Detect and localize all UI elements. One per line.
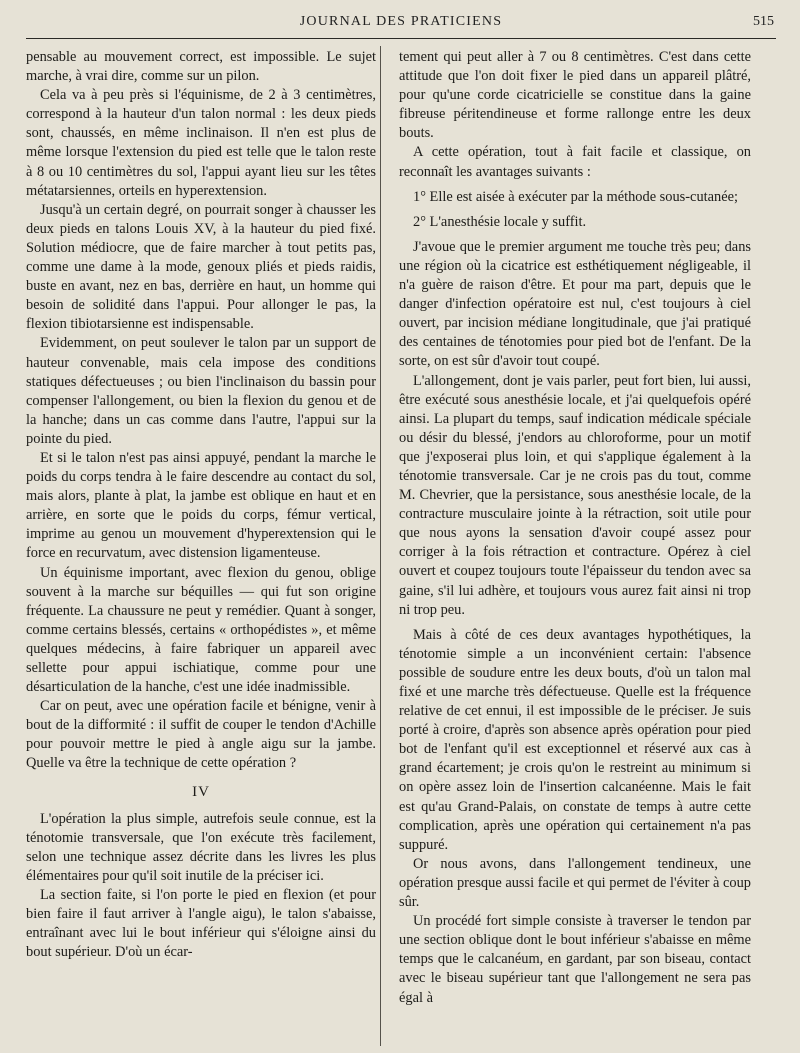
paragraph: Et si le talon n'est pas ainsi appuyé, pendant la marche le poids du corps tendra à le faire descendre au contact du sol, mais alors, plante à plat, la jambe est oblique en haut et en arrière, en sorte que le poids du corps, fémur vertical, imprime au genou un mouvement d'hyperextension qui le force en recurvatum, avec distension ligamenteuse. [26,449,376,562]
column-divider [380,46,381,1046]
list-item: 1° Elle est aisée à exécuter par la méthode sous-cutanée; [413,188,738,205]
section-heading: IV [192,783,210,800]
page-number: 515 [753,14,774,29]
list-item: 2° L'anesthésie locale y suffit. [413,213,587,230]
paragraph: L'opération la plus simple, autrefois seule connue, est la ténotomie transversale, que l'on exécute très facilement, selon une technique assez décrite dans les livres les plus élémentaires pour qu'il soit inutile de la préciser ici. [26,810,376,884]
running-header [26,12,776,39]
paragraph: pensable au mouvement correct, est impossible. Le sujet marche, à vrai dire, comme sur un pilon. [26,49,376,85]
paragraph: Jusqu'à un certain degré, on pourrait songer à chausser les deux pieds en talons Louis XV, à la hauteur du pied fixé. Solution médiocre, que de faire marcher à tout petits pas, comme une dame à la mode, genoux pliés et pieds raidis, buste en avant, nez en bas, derrière en haut, un homme qui besoin de solidité dans l'appui. Pour allonger le pas, la flexion tibiotarsienne est indispensable. [26,201,376,333]
paragraph: L'allongement, dont je vais parler, peut fort bien, lui aussi, être exécuté sous anesthésie locale, et j'ai quelquefois opéré ainsi. La plupart du temps, sauf indication médicale spéciale ou désir du blessé, j'endors au chloroforme, pour un motif que j'exposerai plus loin, et qui s'applique également à la ténotomie transversale. Car je ne crois pas du tout, comme M. Chevrier, que la persistance, sous anesthésie locale, de la contracture musculaire jointe à la rétraction, soit utile pour que nous ayons la sensation d'avoir coupé assez pour corriger à la fois rétraction et contracture. Opérez à ciel ouvert et coupez toujours toute l'épaisseur du tendon avec sa gaine, s'il lui adhère, et toujours vous aurez fait ainsi ni trop ni trop peu. [399,372,751,618]
paragraph: La section faite, si l'on porte le pied en flexion (et pour bien faire il faut arriver à l'angle aigu), le talon s'abaisse, entraînant avec lui le bout inférieur qui s'éloigne ainsi du bout supérieur. D'où un écar- [26,887,376,961]
paragraph: Un procédé fort simple consiste à traverser le tendon par une section oblique dont le bout inférieur s'abaisse en même temps que le calcanéum, en gardant, par son biseau, contact avec le biseau supérieur tant que l'allongement ne sera pas égal à [399,913,751,1006]
paragraph: Or nous avons, dans l'allongement tendineux, une opération presque aussi facile et qui permet de l'éviter à coup sûr. [399,855,751,911]
paragraph: Un équinisme important, avec flexion du genou, oblige souvent à la marche sur béquilles — qui fut son origine fréquente. La chaussure ne peut y remédier. Quant à songer, comme certains blessés, certains « orthopédistes », et même quelques médecins, à faire fabriquer un appareil avec sellette pour appui ischiatique, comme pour une désarticulation de la hanche, c'est une idée inadmissible. [26,564,376,696]
paragraph: Mais à côté de ces deux avantages hypothétiques, la ténotomie simple a un inconvénient certain: l'absence possible de soudure entre les deux bouts, d'où un talon mal fixé et une marche très défectueuse. Quelle est la fréquence relative de cet ennui, il est impossible de le préciser. Je suis porté à croire, d'après son absence après opération pour pied bot de l'enfant qu'il est exceptionnel et réservé aux cas à grand écartement; je crois qu'on le restreint au minimum si on opère assez loin de l'insertion calcanéenne. Mais le fait est qu'au Grand-Palais, on constate de temps à autre cette complication, après une opération qui certainement n'a pas suppuré. [399,626,751,853]
right-column [399,48,751,1008]
left-column [26,48,376,962]
paragraph: J'avoue que le premier argument me touche très peu; dans une région où la cicatrice est esthétiquement négligeable, il n'a guère de raison d'être. Et pour ma part, depuis que le danger d'infection opératoire est nul, c'est toujours à ciel ouvert, par incision médiane longitudinale, que j'ai pratiqué des centaines de ténotomies pour pied bot de l'enfant. De la sorte, on est sûr d'avoir tout coupé. [399,238,751,370]
paragraph: Cela va à peu près si l'équinisme, de 2 à 3 centimètres, correspond à la hauteur d'un talon normal : les deux pieds sont, chaussés, en même inclinaison. Il n'en est plus de même lorsque l'extension du pied est telle que le talon reste à 8 ou 10 centimètres du sol, l'appui ayant lieu sur les têtes métatarsiennes, orteils en hyperextension. [26,87,376,199]
journal-title: JOURNAL DES PRATICIENS [299,14,503,29]
paragraph: Car on peut, avec une opération facile et bénigne, venir à bout de la difformité : il suffit de couper le tendon d'Achille pour pouvoir mettre le pied à angle aigu sur la jambe. Quelle va être la technique de cette opération ? [26,698,376,772]
paragraph: tement qui peut aller à 7 ou 8 centimètres. C'est dans cette attitude que l'on doit fixer le pied dans un appareil plâtré, pour qu'une corde cicatricielle se constitue dans la gaine fibreuse péritendineuse et forme rallonge entre les deux bouts. [399,49,751,142]
paragraph: A cette opération, tout à fait facile et classique, on reconnaît les avantages suivants : [399,144,751,180]
paragraph: Evidemment, on peut soulever le talon par un support de hauteur convenable, mais cela impose des conditions statiques défectueuses ; ou bien l'inclinaison du bassin pour compenser l'allongement, ou bien la flexion du genou et de la hanche; dans un cas comme dans l'autre, l'appui sur la pointe du pied. [26,335,376,447]
